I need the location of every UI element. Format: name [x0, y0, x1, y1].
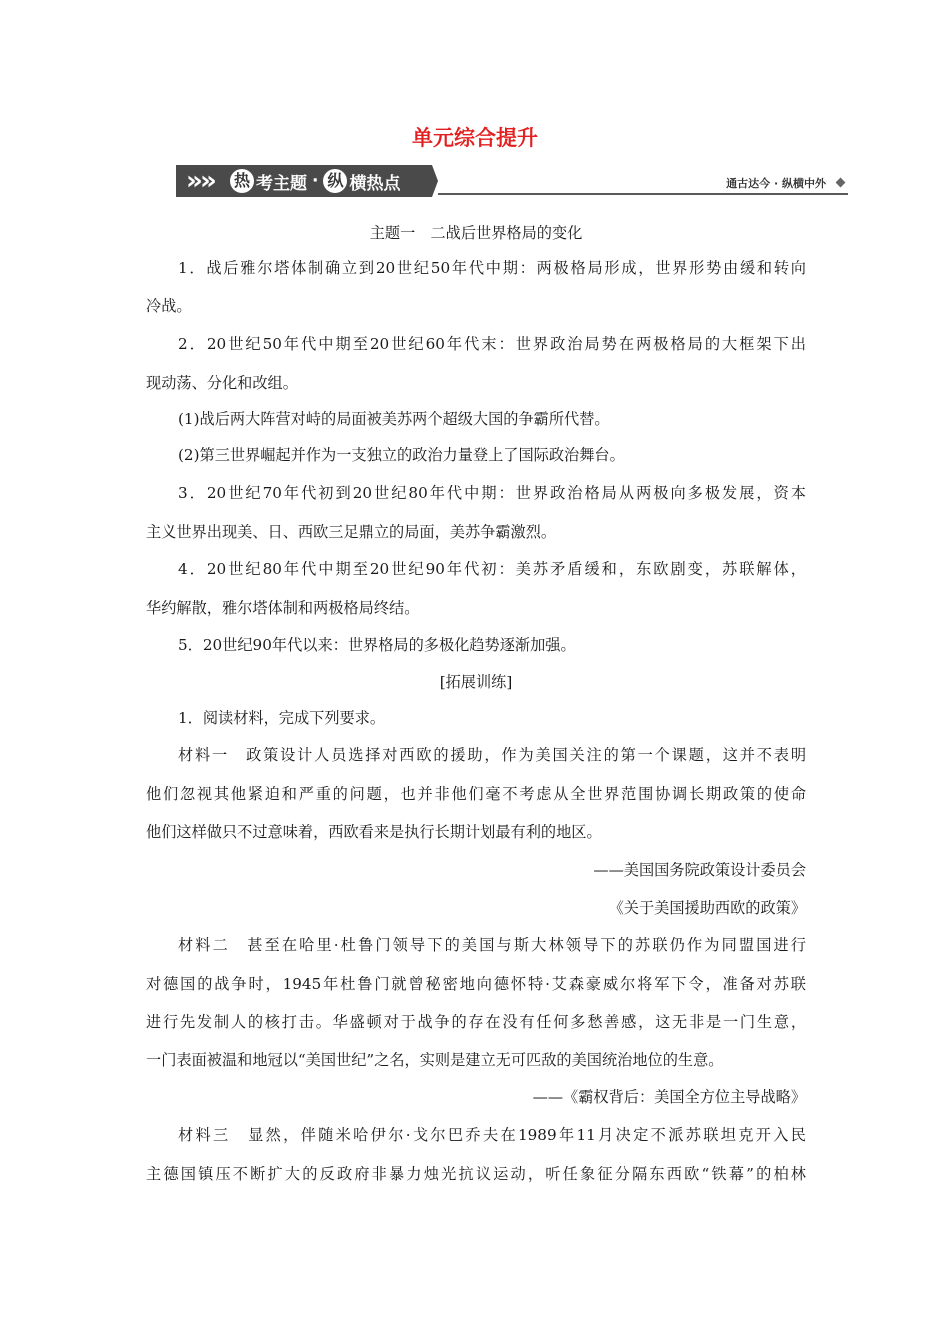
paragraph-line: 1．战后雅尔塔体制确立到20世纪50年代中期：两极格局形成，世界形势由缓和转向 — [178, 259, 806, 277]
banner-text-part: 横热点 — [349, 173, 401, 194]
section-banner — [176, 165, 852, 197]
citation-line: 《关于美国援助西欧的政策》 — [608, 899, 806, 917]
paragraph-line: 现动荡、分化和改组。 — [146, 374, 298, 392]
banner-subtitle: 通古达今 · 纵横中外 — [726, 177, 826, 190]
paragraph-line: 一门表面被温和地冠以“美国世纪”之名，实则是建立无可匹敌的美国统治地位的生意。 — [146, 1051, 724, 1069]
paragraph-line: 5．20世纪90年代以来：世界格局的多极化趋势逐渐加强。 — [178, 636, 576, 654]
chevron-right-icon: » — [200, 166, 217, 196]
banner-rule — [438, 193, 848, 195]
page-title: 单元综合提升 — [412, 126, 538, 150]
chevron-right-icon: » — [186, 166, 203, 196]
paragraph-line: 他们这样做只不过意味着，西欧看来是执行长期计划最有利的地区。 — [146, 823, 602, 841]
banner-circle-char: 纵 — [323, 169, 347, 193]
paragraph-line: 1．阅读材料，完成下列要求。 — [178, 709, 386, 727]
paragraph-line: 进行先发制人的核打击。华盛顿对于战争的存在没有任何多愁善感，这无非是一门生意， — [146, 1013, 806, 1031]
citation-line: ——美国国务院政策设计委员会 — [593, 861, 806, 879]
paragraph-line: 材料二 甚至在哈里·杜鲁门领导下的美国与斯大林领导下的苏联仍作为同盟国进行 — [178, 936, 806, 954]
paragraph-line: 主义世界出现美、日、西欧三足鼎立的局面，美苏争霸激烈。 — [146, 523, 557, 541]
paragraph-line: 2．20世纪50年代中期至20世纪60年代末：世界政治局势在两极格局的大框架下出 — [178, 335, 806, 353]
paragraph-line: 主德国镇压不断扩大的反政府非暴力烛光抗议运动，听任象征分隔东西欧“铁幕”的柏林 — [146, 1165, 806, 1183]
section-heading: 主题一 二战后世界格局的变化 — [369, 224, 583, 242]
paragraph-line: (2)第三世界崛起并作为一支独立的政治力量登上了国际政治舞台。 — [178, 446, 625, 464]
paragraph-line: 他们忽视其他紧迫和严重的问题，也并非他们毫不考虑从全世界范围协调长期政策的使命 — [146, 785, 806, 803]
banner-dot: · — [312, 171, 319, 191]
banner-heading — [230, 168, 400, 194]
citation-line: ——《霸权背后：美国全方位主导战略》 — [532, 1088, 806, 1106]
paragraph-line: 4．20世纪80年代中期至20世纪90年代初：美苏矛盾缓和，东欧剧变，苏联解体， — [178, 560, 806, 578]
paragraph-line: (1)战后两大阵营对峙的局面被美苏两个超级大国的争霸所代替。 — [178, 410, 610, 428]
paragraph-line: 材料一 政策设计人员选择对西欧的援助，作为美国关注的第一个课题，这并不表明 — [178, 746, 806, 764]
paragraph-line: 冷战。 — [146, 297, 192, 315]
paragraph-line: 材料三 显然，伴随米哈伊尔·戈尔巴乔夫在1989年11月决定不派苏联坦克开入民 — [178, 1126, 806, 1144]
banner-circle-char: 热 — [230, 169, 254, 193]
paragraph-line: 华约解散，雅尔塔体制和两极格局终结。 — [146, 599, 420, 617]
banner-text-part: 考主题 — [256, 173, 307, 194]
subsection-heading: [拓展训练] — [439, 673, 513, 691]
paragraph-line: 3．20世纪70年代初到20世纪80年代中期：世界政治格局从两极向多极发展，资本 — [178, 484, 806, 502]
diamond-icon — [836, 178, 846, 188]
paragraph-line: 对德国的战争时，1945年杜鲁门就曾秘密地向德怀特·艾森豪威尔将军下令，准备对苏联 — [146, 975, 806, 993]
